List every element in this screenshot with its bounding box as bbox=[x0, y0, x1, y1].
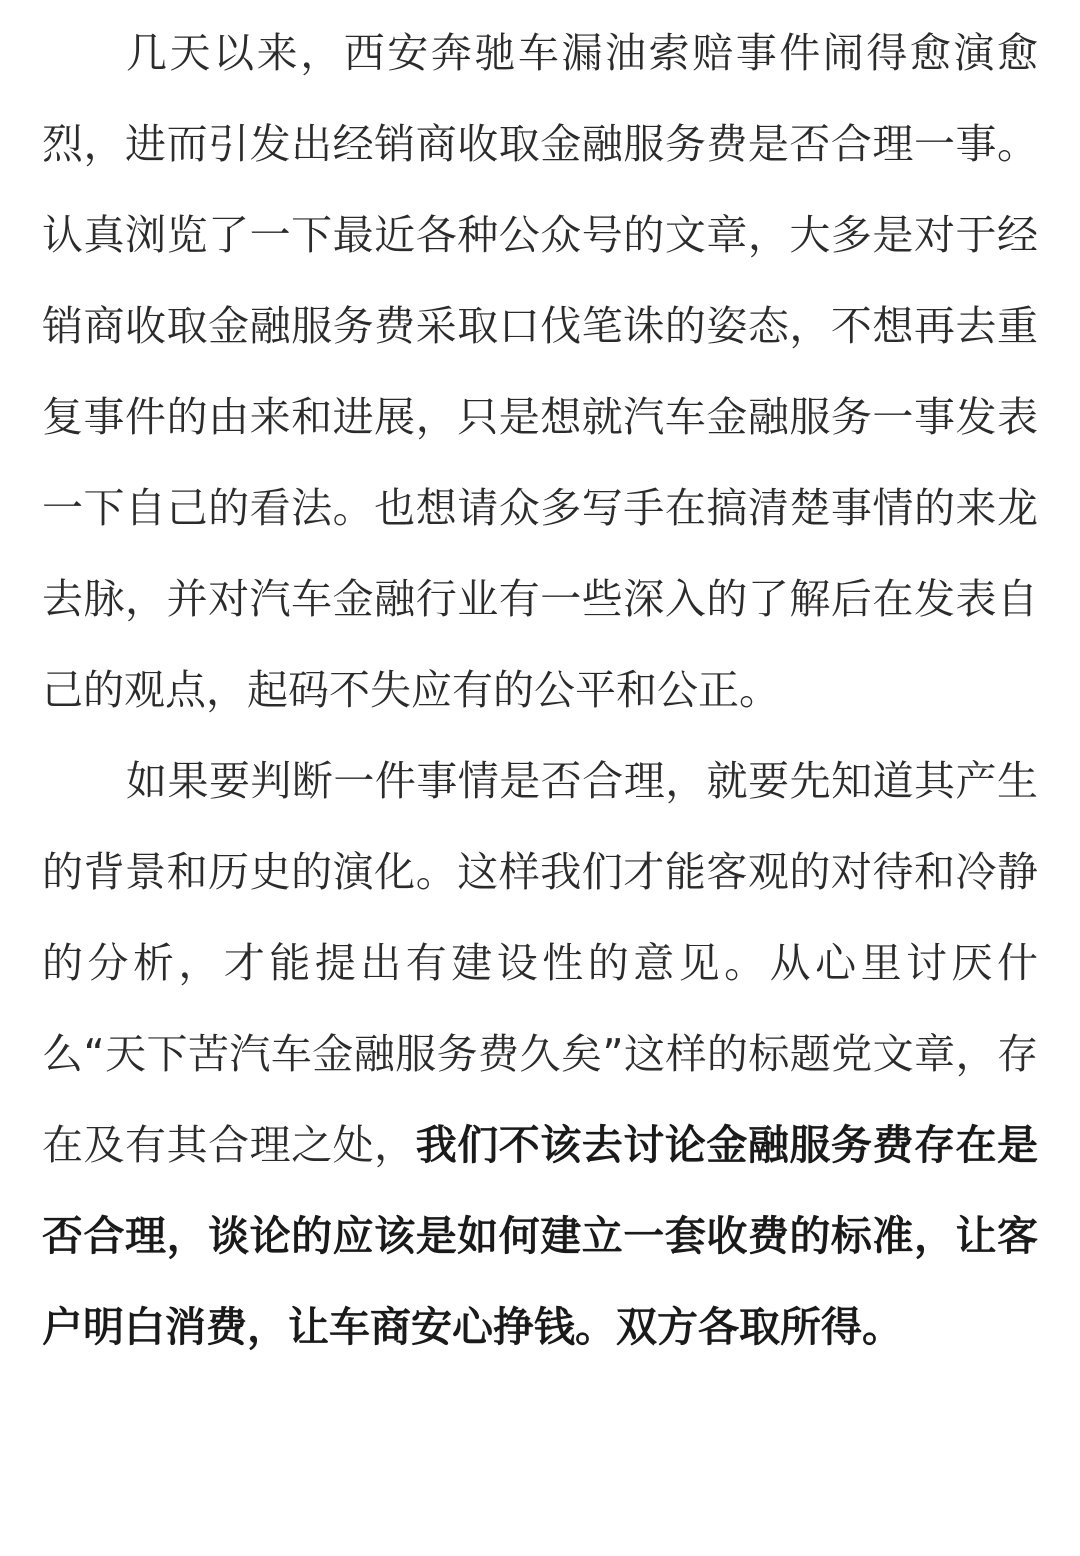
article-body bbox=[42, 8, 1038, 1373]
paragraph-analysis-text: 如果要判断一件事情是否合理，就要先知道其产生的背景和历史的演化。这样我们才能客观的对待和冷静的分析，才能提出有建设性的意见。从心里讨厌什么“天下苦汽车金融服务费久矣”这样的标题党文章，存在及有其合理之处， bbox=[42, 757, 1038, 1169]
paragraph-analysis-emphasis: 我们不该去讨论金融服务费存在是否合理，谈论的应该是如何建立一套收费的标准，让客户明白消费，让车商安心挣钱。双方各取所得。 bbox=[42, 1121, 1039, 1351]
paragraph-analysis bbox=[42, 736, 1038, 1373]
paragraph-intro: 几天以来，西安奔驰车漏油索赔事件闹得愈演愈烈，进而引发出经销商收取金融服务费是否合理一事。认真浏览了一下最近各种公众号的文章，大多是对于经销商收取金融服务费采取口伐笔诛的姿态，不想再去重复事件的由来和进展，只是想就汽车金融服务一事发表一下自己的看法。也想请众多写手在搞清楚事情的来龙去脉，并对汽车金融行业有一些深入的了解后在发表自己的观点，起码不失应有的公平和公正。 bbox=[42, 29, 1038, 714]
